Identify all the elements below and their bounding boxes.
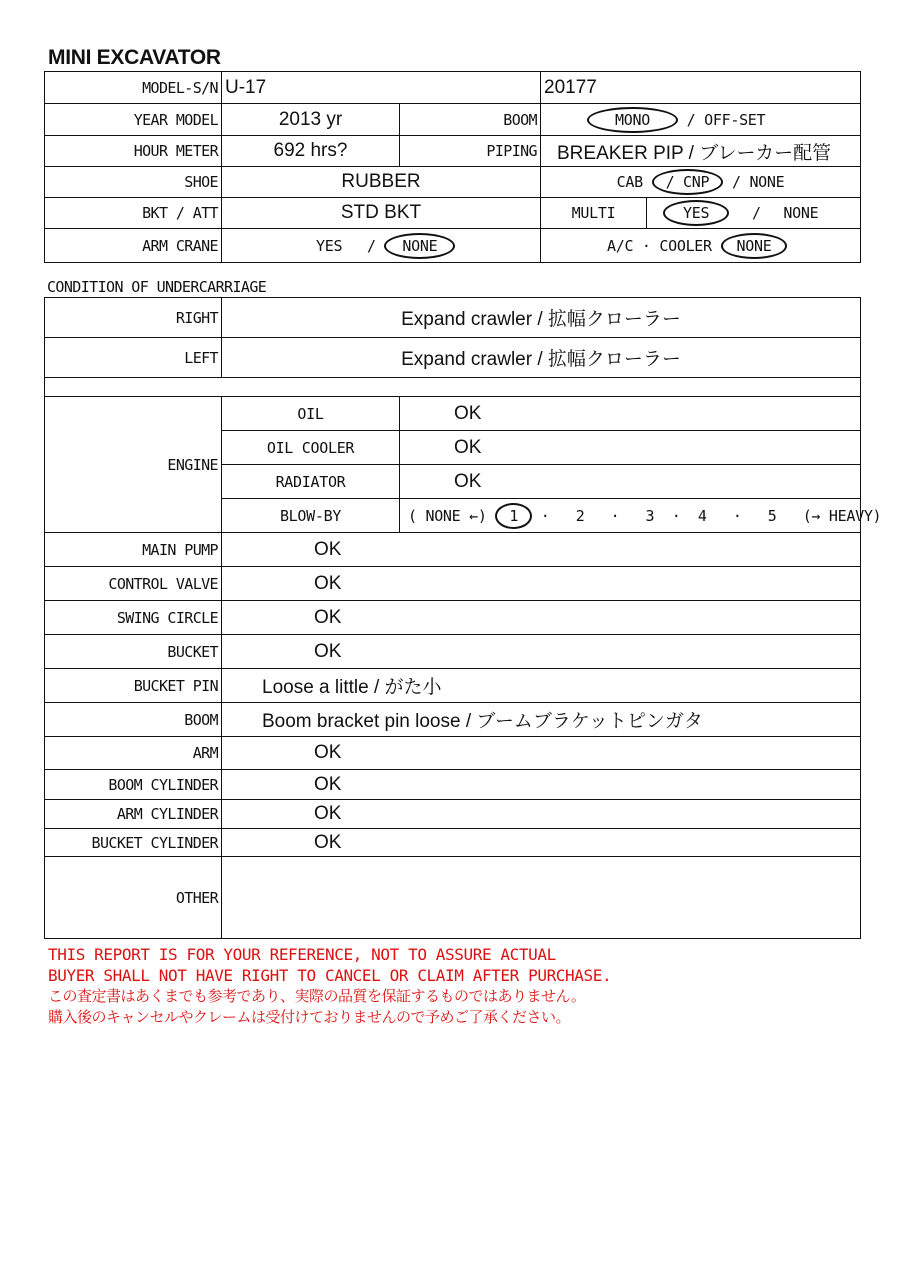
model-value: U-17: [222, 72, 541, 104]
boom-option-offset: OFF-SET: [704, 110, 766, 129]
piping-value: BREAKER PIP / ブレーカー配管: [541, 136, 861, 167]
bucket-pin-label: BUCKET PIN: [45, 669, 222, 703]
multi-option-yes: YES: [663, 200, 729, 226]
disclaimer-line-3: この査定書はあくまでも参考であり、実際の品質を保証するものではありません。: [48, 987, 586, 1005]
engine-radiator-value: OK: [400, 465, 861, 499]
blowby-scale-rest: · 2 · 3 · 4 · 5 (→ HEAVY): [540, 506, 882, 525]
arm-crane-option-none: NONE: [384, 233, 455, 259]
ac-cooler-cell: [541, 229, 861, 263]
arm-crane-separator: /: [366, 236, 376, 255]
piping-label: PIPING: [400, 136, 541, 167]
blowby-selected: 1: [495, 503, 532, 529]
cab-option-cnp: [652, 169, 724, 195]
cab-option-cab: CAB: [616, 173, 643, 191]
cab-option-none: NONE: [749, 173, 785, 191]
multi-option-none: NONE: [783, 204, 819, 222]
bkt-att-label: BKT / ATT: [45, 198, 222, 229]
bucket-label: BUCKET: [45, 635, 222, 669]
serial-value: 20177: [541, 72, 861, 104]
hour-meter-value: 692 hrs?: [222, 136, 400, 167]
shoe-value: RUBBER: [222, 167, 541, 198]
boom-options: [541, 104, 861, 136]
cab-option-cnp-label: CNP: [683, 173, 710, 191]
arm-crane-label: ARM CRANE: [45, 229, 222, 263]
multi-label: MULTI: [541, 198, 647, 229]
engine-label: ENGINE: [45, 397, 222, 533]
other-value: [222, 857, 861, 939]
boom-cylinder-value: OK: [222, 770, 861, 800]
engine-blowby-label: BLOW-BY: [222, 499, 400, 533]
swing-circle-label: SWING CIRCLE: [45, 601, 222, 635]
engine-blowby-scale: [400, 499, 882, 533]
main-pump-label: MAIN PUMP: [45, 533, 222, 567]
disclaimer-line-4: 購入後のキャンセルやクレームは受付けておりませんので予めご了承ください。: [48, 1008, 571, 1026]
arm-cylinder-label: ARM CYLINDER: [45, 800, 222, 829]
arm-crane-option-yes: YES: [316, 236, 343, 255]
bucket-value: OK: [222, 635, 861, 669]
engine-oil-value: OK: [400, 397, 861, 431]
boom-condition-value: Boom bracket pin loose / ブームブラケットピンガタ: [222, 703, 861, 737]
bkt-att-value: STD BKT: [222, 198, 541, 229]
shoe-label: SHOE: [45, 167, 222, 198]
undercarriage-section-label: CONDITION OF UNDERCARRIAGE: [47, 278, 267, 296]
control-valve-label: CONTROL VALVE: [45, 567, 222, 601]
ac-cooler-value: NONE: [721, 233, 788, 259]
undercarriage-left-value: Expand crawler / 拡幅クローラー: [222, 338, 861, 378]
blowby-none-marker: ( NONE ←): [408, 506, 487, 525]
arm-condition-label: ARM: [45, 737, 222, 770]
bucket-cylinder-label: BUCKET CYLINDER: [45, 829, 222, 857]
undercarriage-left-label: LEFT: [45, 338, 222, 378]
arm-cylinder-value: OK: [222, 800, 861, 829]
year-model-label: YEAR MODEL: [45, 104, 222, 136]
boom-separator: /: [686, 110, 696, 129]
multi-options: [647, 198, 861, 229]
engine-radiator-label: RADIATOR: [222, 465, 400, 499]
bucket-cylinder-value: OK: [222, 829, 861, 857]
boom-label: BOOM: [400, 104, 541, 136]
disclaimer: [48, 944, 611, 1028]
boom-condition-label: BOOM: [45, 703, 222, 737]
year-model-value: 2013 yr: [222, 104, 400, 136]
other-label: OTHER: [45, 857, 222, 939]
boom-option-mono: MONO: [587, 107, 678, 133]
cab-separator-2: /: [731, 173, 741, 191]
page-title: MINI EXCAVATOR: [48, 46, 221, 69]
control-valve-value: OK: [222, 567, 861, 601]
spacer-row: [45, 378, 861, 397]
bucket-pin-value: Loose a little / がた小: [222, 669, 861, 703]
engine-oil-cooler-label: OIL COOLER: [222, 431, 400, 465]
ac-cooler-label: A/C · COOLER: [607, 236, 712, 255]
cab-options: [541, 167, 861, 198]
undercarriage-right-value: Expand crawler / 拡幅クローラー: [222, 298, 861, 338]
main-pump-value: OK: [222, 533, 861, 567]
model-sn-label: MODEL-S/N: [45, 72, 222, 104]
arm-crane-options: [222, 229, 541, 263]
engine-oil-label: OIL: [222, 397, 400, 431]
arm-condition-value: OK: [222, 737, 861, 770]
undercarriage-right-label: RIGHT: [45, 298, 222, 338]
multi-separator: /: [751, 204, 761, 222]
boom-cylinder-label: BOOM CYLINDER: [45, 770, 222, 800]
disclaimer-line-1: THIS REPORT IS FOR YOUR REFERENCE, NOT TO ASSURE ACTUAL: [48, 945, 556, 964]
hour-meter-label: HOUR METER: [45, 136, 222, 167]
spec-table: [44, 71, 861, 263]
disclaimer-line-2: BUYER SHALL NOT HAVE RIGHT TO CANCEL OR CLAIM AFTER PURCHASE.: [48, 966, 612, 985]
cab-separator-1: /: [665, 173, 675, 191]
swing-circle-value: OK: [222, 601, 861, 635]
engine-oil-cooler-value: OK: [400, 431, 861, 465]
condition-table: [44, 297, 882, 939]
